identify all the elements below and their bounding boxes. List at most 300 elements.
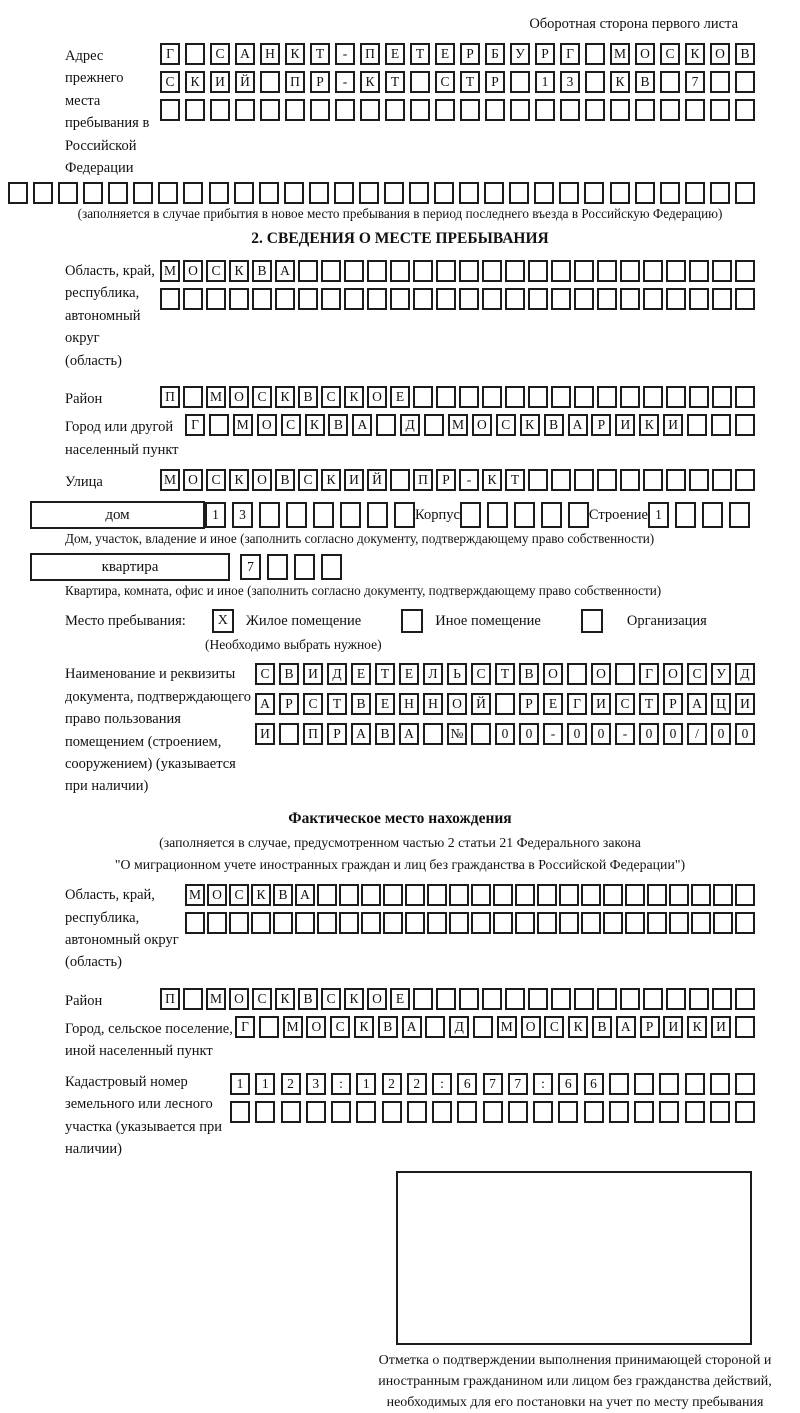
char-cell[interactable] xyxy=(471,912,491,934)
char-cell[interactable] xyxy=(515,912,535,934)
char-cell[interactable] xyxy=(567,663,587,685)
char-cell[interactable]: С xyxy=(330,1016,350,1038)
char-cell[interactable]: 0 xyxy=(663,723,683,745)
char-cell[interactable] xyxy=(8,182,28,204)
char-cell[interactable] xyxy=(209,414,229,436)
char-cell[interactable]: П xyxy=(360,43,380,65)
char-cell[interactable] xyxy=(685,99,705,121)
char-cell[interactable] xyxy=(689,288,709,310)
char-cell[interactable]: В xyxy=(378,1016,398,1038)
char-cell[interactable]: Г xyxy=(567,693,587,715)
char-cell[interactable] xyxy=(666,260,686,282)
char-cell[interactable]: К xyxy=(305,414,325,436)
char-cell[interactable] xyxy=(410,99,430,121)
char-cell[interactable] xyxy=(560,99,580,121)
char-cell[interactable] xyxy=(260,71,280,93)
char-cell[interactable]: И xyxy=(303,663,323,685)
char-cell[interactable]: О xyxy=(521,1016,541,1038)
char-cell[interactable] xyxy=(425,1016,445,1038)
char-cell[interactable] xyxy=(493,884,513,906)
char-cell[interactable] xyxy=(558,1101,578,1123)
char-cell[interactable]: 2 xyxy=(382,1073,402,1095)
char-cell[interactable]: В xyxy=(735,43,755,65)
char-cell[interactable]: А xyxy=(295,884,315,906)
char-cell[interactable] xyxy=(230,1101,250,1123)
char-cell[interactable]: Р xyxy=(327,723,347,745)
char-cell[interactable] xyxy=(83,182,103,204)
char-cell[interactable] xyxy=(510,71,530,93)
char-cell[interactable]: А xyxy=(275,260,295,282)
char-cell[interactable] xyxy=(568,502,589,528)
char-cell[interactable] xyxy=(427,884,447,906)
char-cell[interactable] xyxy=(702,502,723,528)
char-cell[interactable] xyxy=(160,99,180,121)
char-cell[interactable]: С xyxy=(321,988,341,1010)
char-cell[interactable]: 3 xyxy=(306,1073,326,1095)
char-cell[interactable] xyxy=(643,988,663,1010)
char-cell[interactable] xyxy=(183,386,203,408)
char-cell[interactable] xyxy=(383,884,403,906)
char-cell[interactable] xyxy=(260,99,280,121)
char-cell[interactable]: Е xyxy=(385,43,405,65)
char-cell[interactable] xyxy=(666,386,686,408)
char-cell[interactable] xyxy=(424,414,444,436)
char-cell[interactable]: С xyxy=(206,469,226,491)
checkbox-organization[interactable] xyxy=(581,609,603,633)
char-cell[interactable]: О xyxy=(663,663,683,685)
char-cell[interactable] xyxy=(514,502,535,528)
char-cell[interactable] xyxy=(482,288,502,310)
char-cell[interactable] xyxy=(505,260,525,282)
char-cell[interactable] xyxy=(383,912,403,934)
char-cell[interactable] xyxy=(574,469,594,491)
char-cell[interactable] xyxy=(660,99,680,121)
char-cell[interactable]: Г xyxy=(235,1016,255,1038)
char-cell[interactable] xyxy=(685,182,705,204)
char-cell[interactable] xyxy=(310,99,330,121)
char-cell[interactable] xyxy=(597,469,617,491)
char-cell[interactable]: П xyxy=(285,71,305,93)
char-cell[interactable] xyxy=(620,469,640,491)
char-cell[interactable]: Е xyxy=(543,693,563,715)
char-cell[interactable]: Г xyxy=(560,43,580,65)
char-cell[interactable]: 7 xyxy=(685,71,705,93)
char-cell[interactable] xyxy=(33,182,53,204)
checkbox-residential[interactable]: Х xyxy=(212,609,234,633)
char-cell[interactable]: К xyxy=(285,43,305,65)
char-cell[interactable]: Е xyxy=(351,663,371,685)
char-cell[interactable]: - xyxy=(335,71,355,93)
char-cell[interactable] xyxy=(183,988,203,1010)
char-cell[interactable]: Е xyxy=(435,43,455,65)
char-cell[interactable]: М xyxy=(448,414,468,436)
char-cell[interactable] xyxy=(309,182,329,204)
char-cell[interactable]: К xyxy=(275,988,295,1010)
char-cell[interactable] xyxy=(535,99,555,121)
char-cell[interactable]: Г xyxy=(160,43,180,65)
char-cell[interactable] xyxy=(259,182,279,204)
char-cell[interactable]: - xyxy=(459,469,479,491)
char-cell[interactable]: 7 xyxy=(508,1073,528,1095)
char-cell[interactable] xyxy=(344,288,364,310)
char-cell[interactable]: : xyxy=(432,1073,452,1095)
char-cell[interactable]: О xyxy=(306,1016,326,1038)
char-cell[interactable] xyxy=(735,1073,755,1095)
char-cell[interactable] xyxy=(482,386,502,408)
char-cell[interactable]: И xyxy=(735,693,755,715)
char-cell[interactable]: О xyxy=(635,43,655,65)
char-cell[interactable]: П xyxy=(413,469,433,491)
char-cell[interactable]: Д xyxy=(400,414,420,436)
char-cell[interactable] xyxy=(635,182,655,204)
char-cell[interactable]: П xyxy=(303,723,323,745)
char-cell[interactable] xyxy=(712,260,732,282)
char-cell[interactable]: Д xyxy=(735,663,755,685)
char-cell[interactable]: В xyxy=(298,988,318,1010)
char-cell[interactable] xyxy=(284,182,304,204)
char-cell[interactable] xyxy=(551,260,571,282)
char-cell[interactable]: Т xyxy=(410,43,430,65)
char-cell[interactable]: А xyxy=(351,723,371,745)
char-cell[interactable] xyxy=(551,288,571,310)
char-cell[interactable] xyxy=(484,182,504,204)
char-cell[interactable] xyxy=(459,288,479,310)
char-cell[interactable] xyxy=(331,1101,351,1123)
char-cell[interactable]: Т xyxy=(310,43,330,65)
char-cell[interactable]: К xyxy=(344,386,364,408)
char-cell[interactable] xyxy=(185,99,205,121)
char-cell[interactable] xyxy=(603,884,623,906)
char-cell[interactable]: Й xyxy=(367,469,387,491)
char-cell[interactable] xyxy=(251,912,271,934)
char-cell[interactable] xyxy=(505,386,525,408)
char-cell[interactable] xyxy=(317,912,337,934)
char-cell[interactable]: 1 xyxy=(356,1073,376,1095)
char-cell[interactable] xyxy=(185,43,205,65)
char-cell[interactable] xyxy=(610,99,630,121)
char-cell[interactable]: М xyxy=(185,884,205,906)
char-cell[interactable] xyxy=(669,912,689,934)
char-cell[interactable] xyxy=(685,1073,705,1095)
char-cell[interactable] xyxy=(574,288,594,310)
char-cell[interactable]: 2 xyxy=(407,1073,427,1095)
char-cell[interactable]: - xyxy=(335,43,355,65)
char-cell[interactable] xyxy=(735,988,755,1010)
char-cell[interactable] xyxy=(183,182,203,204)
char-cell[interactable] xyxy=(620,260,640,282)
char-cell[interactable] xyxy=(729,502,750,528)
char-cell[interactable]: С xyxy=(435,71,455,93)
char-cell[interactable]: А xyxy=(235,43,255,65)
char-cell[interactable] xyxy=(508,1101,528,1123)
char-cell[interactable]: О xyxy=(447,693,467,715)
char-cell[interactable]: С xyxy=(544,1016,564,1038)
char-cell[interactable] xyxy=(436,386,456,408)
char-cell[interactable]: Е xyxy=(375,693,395,715)
char-cell[interactable]: В xyxy=(375,723,395,745)
char-cell[interactable]: И xyxy=(663,414,683,436)
char-cell[interactable] xyxy=(528,260,548,282)
char-cell[interactable] xyxy=(210,99,230,121)
char-cell[interactable] xyxy=(409,182,429,204)
char-cell[interactable]: О xyxy=(367,386,387,408)
char-cell[interactable] xyxy=(712,469,732,491)
char-cell[interactable] xyxy=(487,502,508,528)
char-cell[interactable]: О xyxy=(183,469,203,491)
char-cell[interactable]: Г xyxy=(185,414,205,436)
char-cell[interactable]: / xyxy=(687,723,707,745)
char-cell[interactable]: А xyxy=(399,723,419,745)
char-cell[interactable]: В xyxy=(298,386,318,408)
char-cell[interactable] xyxy=(259,502,280,528)
char-cell[interactable] xyxy=(385,99,405,121)
char-cell[interactable] xyxy=(710,99,730,121)
char-cell[interactable]: К xyxy=(482,469,502,491)
char-cell[interactable]: : xyxy=(331,1073,351,1095)
char-cell[interactable]: О xyxy=(183,260,203,282)
char-cell[interactable]: 1 xyxy=(230,1073,250,1095)
char-cell[interactable] xyxy=(407,1101,427,1123)
char-cell[interactable]: А xyxy=(255,693,275,715)
char-cell[interactable]: В xyxy=(635,71,655,93)
char-cell[interactable] xyxy=(321,554,342,580)
char-cell[interactable]: С xyxy=(471,663,491,685)
char-cell[interactable]: Т xyxy=(460,71,480,93)
char-cell[interactable]: Т xyxy=(327,693,347,715)
char-cell[interactable]: Н xyxy=(260,43,280,65)
char-cell[interactable] xyxy=(459,386,479,408)
char-cell[interactable]: 0 xyxy=(495,723,515,745)
char-cell[interactable]: А xyxy=(616,1016,636,1038)
char-cell[interactable] xyxy=(735,71,755,93)
char-cell[interactable] xyxy=(584,1101,604,1123)
char-cell[interactable] xyxy=(413,386,433,408)
char-cell[interactable] xyxy=(687,414,707,436)
char-cell[interactable] xyxy=(689,386,709,408)
char-cell[interactable] xyxy=(597,988,617,1010)
char-cell[interactable]: 0 xyxy=(519,723,539,745)
char-cell[interactable] xyxy=(449,884,469,906)
char-cell[interactable] xyxy=(367,288,387,310)
char-cell[interactable]: К xyxy=(251,884,271,906)
char-cell[interactable] xyxy=(534,182,554,204)
char-cell[interactable]: С xyxy=(210,43,230,65)
char-cell[interactable]: К xyxy=(354,1016,374,1038)
char-cell[interactable] xyxy=(691,884,711,906)
char-cell[interactable]: К xyxy=(568,1016,588,1038)
char-cell[interactable]: В xyxy=(351,693,371,715)
char-cell[interactable]: Т xyxy=(639,693,659,715)
char-cell[interactable] xyxy=(584,182,604,204)
char-cell[interactable] xyxy=(510,99,530,121)
char-cell[interactable] xyxy=(133,182,153,204)
char-cell[interactable] xyxy=(666,469,686,491)
char-cell[interactable]: Е xyxy=(390,386,410,408)
char-cell[interactable]: Д xyxy=(449,1016,469,1038)
char-cell[interactable]: В xyxy=(544,414,564,436)
char-cell[interactable]: Т xyxy=(375,663,395,685)
char-cell[interactable]: Р xyxy=(436,469,456,491)
char-cell[interactable]: 2 xyxy=(281,1073,301,1095)
char-cell[interactable] xyxy=(279,723,299,745)
char-cell[interactable] xyxy=(58,182,78,204)
char-cell[interactable]: О xyxy=(207,884,227,906)
char-cell[interactable]: П xyxy=(160,988,180,1010)
char-cell[interactable]: С xyxy=(660,43,680,65)
char-cell[interactable]: П xyxy=(160,386,180,408)
char-cell[interactable] xyxy=(459,260,479,282)
char-cell[interactable] xyxy=(298,260,318,282)
char-cell[interactable]: С xyxy=(252,988,272,1010)
char-cell[interactable]: 6 xyxy=(558,1073,578,1095)
char-cell[interactable]: В xyxy=(592,1016,612,1038)
char-cell[interactable] xyxy=(229,288,249,310)
char-cell[interactable] xyxy=(339,912,359,934)
char-cell[interactable]: К xyxy=(687,1016,707,1038)
char-cell[interactable] xyxy=(483,1101,503,1123)
char-cell[interactable]: Т xyxy=(385,71,405,93)
char-cell[interactable]: С xyxy=(615,693,635,715)
char-cell[interactable]: 6 xyxy=(457,1073,477,1095)
char-cell[interactable] xyxy=(515,884,535,906)
char-cell[interactable] xyxy=(306,1101,326,1123)
char-cell[interactable] xyxy=(281,1101,301,1123)
char-cell[interactable]: К xyxy=(520,414,540,436)
char-cell[interactable]: Р xyxy=(640,1016,660,1038)
char-cell[interactable]: 0 xyxy=(591,723,611,745)
char-cell[interactable]: К xyxy=(610,71,630,93)
char-cell[interactable]: О xyxy=(257,414,277,436)
char-cell[interactable]: 0 xyxy=(567,723,587,745)
char-cell[interactable]: 3 xyxy=(560,71,580,93)
char-cell[interactable] xyxy=(710,1073,730,1095)
char-cell[interactable] xyxy=(275,288,295,310)
char-cell[interactable] xyxy=(574,988,594,1010)
char-cell[interactable] xyxy=(235,99,255,121)
char-cell[interactable] xyxy=(471,884,491,906)
char-cell[interactable] xyxy=(390,288,410,310)
char-cell[interactable] xyxy=(183,288,203,310)
char-cell[interactable]: В xyxy=(275,469,295,491)
char-cell[interactable]: О xyxy=(229,386,249,408)
char-cell[interactable]: К xyxy=(344,988,364,1010)
char-cell[interactable] xyxy=(185,912,205,934)
char-cell[interactable]: И xyxy=(663,1016,683,1038)
char-cell[interactable] xyxy=(597,288,617,310)
checkbox-other-premises[interactable] xyxy=(401,609,423,633)
char-cell[interactable] xyxy=(647,912,667,934)
char-cell[interactable] xyxy=(559,884,579,906)
char-cell[interactable]: С xyxy=(252,386,272,408)
char-cell[interactable] xyxy=(405,884,425,906)
char-cell[interactable] xyxy=(485,99,505,121)
char-cell[interactable] xyxy=(659,1073,679,1095)
char-cell[interactable] xyxy=(574,386,594,408)
char-cell[interactable] xyxy=(643,260,663,282)
char-cell[interactable] xyxy=(460,99,480,121)
char-cell[interactable]: 1 xyxy=(648,502,669,528)
char-cell[interactable] xyxy=(255,1101,275,1123)
char-cell[interactable]: С xyxy=(229,884,249,906)
char-cell[interactable]: Б xyxy=(485,43,505,65)
char-cell[interactable] xyxy=(317,884,337,906)
char-cell[interactable] xyxy=(666,288,686,310)
char-cell[interactable]: О xyxy=(367,988,387,1010)
char-cell[interactable] xyxy=(711,414,731,436)
char-cell[interactable] xyxy=(435,99,455,121)
char-cell[interactable] xyxy=(609,1073,629,1095)
char-cell[interactable]: К xyxy=(275,386,295,408)
char-cell[interactable] xyxy=(457,1101,477,1123)
char-cell[interactable] xyxy=(551,469,571,491)
char-cell[interactable] xyxy=(427,912,447,934)
char-cell[interactable] xyxy=(436,260,456,282)
char-cell[interactable]: В xyxy=(519,663,539,685)
char-cell[interactable] xyxy=(537,912,557,934)
char-cell[interactable] xyxy=(344,260,364,282)
char-cell[interactable]: О xyxy=(229,988,249,1010)
char-cell[interactable] xyxy=(158,182,178,204)
char-cell[interactable]: Г xyxy=(639,663,659,685)
char-cell[interactable] xyxy=(528,988,548,1010)
char-cell[interactable] xyxy=(459,988,479,1010)
char-cell[interactable]: А xyxy=(687,693,707,715)
char-cell[interactable] xyxy=(108,182,128,204)
char-cell[interactable]: К xyxy=(185,71,205,93)
char-cell[interactable] xyxy=(597,386,617,408)
char-cell[interactable] xyxy=(505,988,525,1010)
char-cell[interactable]: О xyxy=(591,663,611,685)
char-cell[interactable] xyxy=(505,288,525,310)
char-cell[interactable]: Р xyxy=(519,693,539,715)
char-cell[interactable] xyxy=(298,288,318,310)
char-cell[interactable]: Н xyxy=(423,693,443,715)
char-cell[interactable]: А xyxy=(352,414,372,436)
char-cell[interactable] xyxy=(294,554,315,580)
char-cell[interactable]: Р xyxy=(663,693,683,715)
char-cell[interactable]: 0 xyxy=(735,723,755,745)
char-cell[interactable]: 1 xyxy=(535,71,555,93)
char-cell[interactable] xyxy=(735,99,755,121)
char-cell[interactable] xyxy=(735,414,755,436)
char-cell[interactable]: Р xyxy=(460,43,480,65)
char-cell[interactable]: 7 xyxy=(483,1073,503,1095)
char-cell[interactable] xyxy=(252,288,272,310)
char-cell[interactable] xyxy=(413,988,433,1010)
char-cell[interactable]: Ц xyxy=(711,693,731,715)
char-cell[interactable] xyxy=(620,288,640,310)
char-cell[interactable] xyxy=(620,386,640,408)
char-cell[interactable]: К xyxy=(229,260,249,282)
char-cell[interactable]: У xyxy=(711,663,731,685)
char-cell[interactable]: В xyxy=(328,414,348,436)
char-cell[interactable]: К xyxy=(639,414,659,436)
char-cell[interactable] xyxy=(234,182,254,204)
char-cell[interactable]: : xyxy=(533,1073,553,1095)
char-cell[interactable]: С xyxy=(687,663,707,685)
char-cell[interactable]: Н xyxy=(399,693,419,715)
char-cell[interactable]: И xyxy=(344,469,364,491)
char-cell[interactable] xyxy=(394,502,415,528)
char-cell[interactable]: С xyxy=(303,693,323,715)
char-cell[interactable] xyxy=(335,99,355,121)
char-cell[interactable]: Ь xyxy=(447,663,467,685)
char-cell[interactable] xyxy=(735,912,755,934)
char-cell[interactable] xyxy=(585,99,605,121)
char-cell[interactable]: В xyxy=(252,260,272,282)
char-cell[interactable] xyxy=(647,884,667,906)
char-cell[interactable] xyxy=(367,260,387,282)
